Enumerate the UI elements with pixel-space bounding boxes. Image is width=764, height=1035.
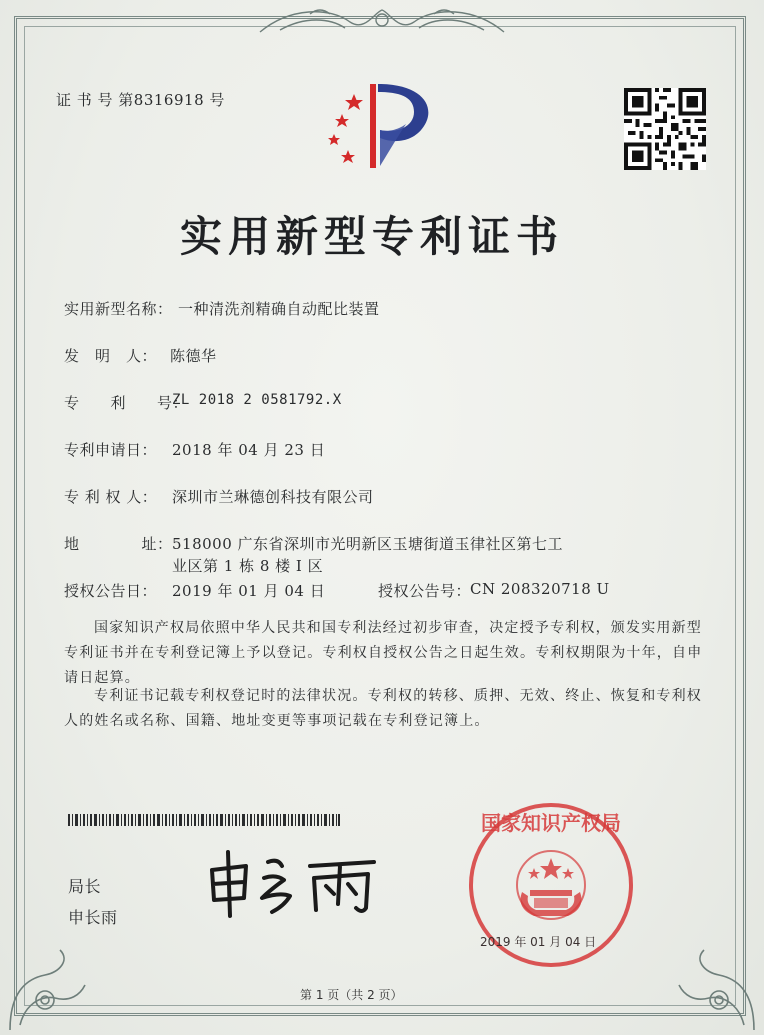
inventor-label: 发 明 人：: [64, 347, 158, 365]
address-line-2: 业区第 1 栋 8 楼 I 区: [172, 557, 324, 575]
grant-date-value: 2019 年 01 月 04 日: [172, 582, 326, 600]
patentee-value: 深圳市兰琳德创科技有限公司: [172, 488, 374, 506]
utility-model-name-value: 一种清洗剂精确自动配比装置: [178, 300, 380, 318]
address-label: 地 址：: [64, 535, 173, 553]
patent-number-label: 专 利 号：: [64, 394, 189, 412]
handwritten-signature: [198, 848, 398, 920]
statement-paragraph-2: 专利证书记载专利权登记时的法律状况。专利权的转移、质押、无效、终止、恢复和专利权人的姓名或名称、国籍、地址变更等事项记载在专利登记簿上。: [64, 688, 702, 729]
director-name: 申长雨: [68, 908, 118, 927]
patent-office-logo: [314, 80, 444, 176]
seal-date: 2019 年 01 月 04 日: [480, 935, 597, 949]
patentee-label: 专 利 权 人：: [64, 488, 158, 506]
grant-date-label: 授权公告日：: [64, 582, 158, 600]
director-title: 局长: [68, 877, 102, 896]
certificate-title: 实用新型专利证书: [180, 212, 565, 261]
utility-model-name-label: 实用新型名称：: [64, 300, 173, 318]
corner-ornament-bottom-left: [0, 940, 90, 1035]
inventor-value: 陈德华: [170, 347, 217, 365]
page-footer: 第 1 页（共 2 页）: [300, 988, 403, 1002]
barcode: [68, 814, 340, 826]
certificate-number: 证 书 号 第8316918 号: [56, 91, 225, 109]
seal-text: 国家知识产权局: [481, 811, 621, 835]
qr-code: [624, 88, 706, 170]
statement-paragraph-1: 国家知识产权局依照中华人民共和国专利法经过初步审查，决定授予专利权，颁发实用新型专利证书并在专利登记簿上予以登记。专利权自授权公告之日起生效。专利权期限为十年，自申请日起算。: [64, 620, 703, 686]
filing-date-value: 2018 年 04 月 23 日: [172, 441, 326, 459]
top-ornament: [250, 2, 514, 40]
corner-ornament-bottom-right: [674, 940, 764, 1035]
grant-number-label: 授权公告号：: [378, 582, 472, 600]
grant-number-value: CN 208320718 U: [470, 580, 610, 598]
filing-date-label: 专利申请日：: [64, 441, 158, 459]
address-line-1: 518000 广东省深圳市光明新区玉塘街道玉律社区第七工: [172, 535, 564, 553]
patent-number-value: ZL 2018 2 0581792.X: [172, 392, 342, 408]
